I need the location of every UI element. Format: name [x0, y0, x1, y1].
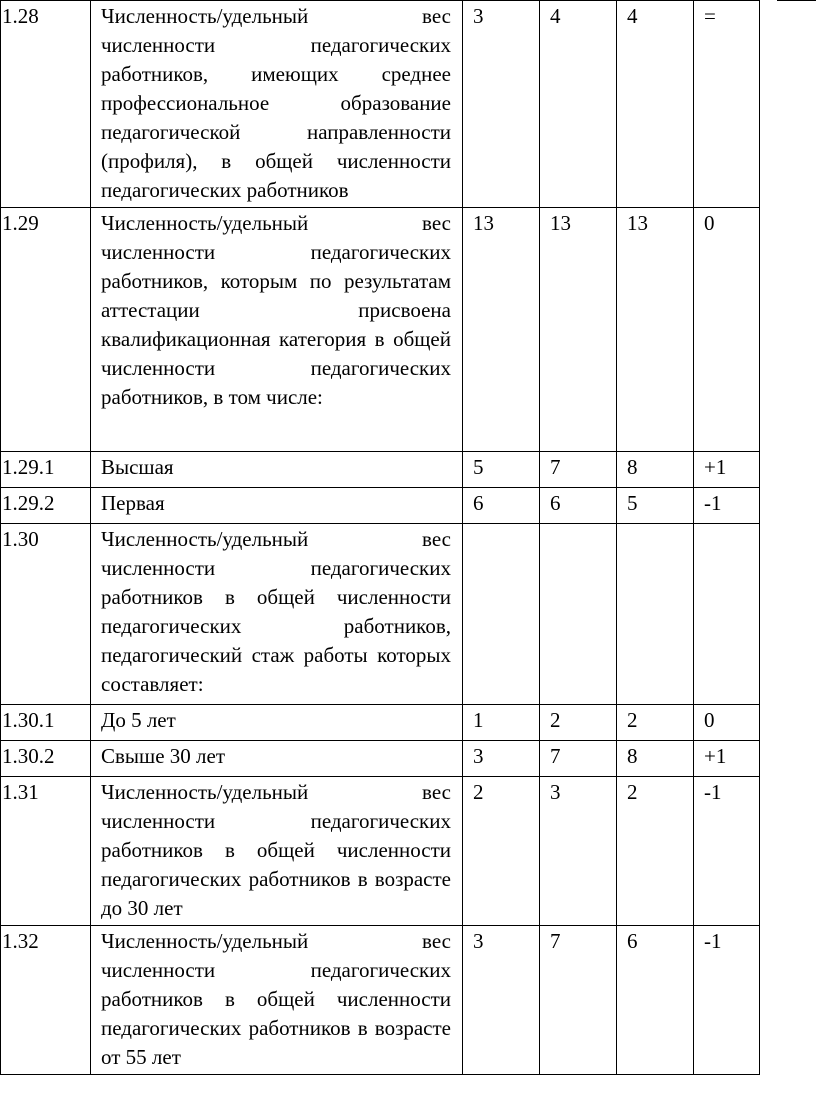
value-col-3: 8 [617, 452, 694, 488]
value-col-1: 6 [463, 488, 540, 524]
table-row [1, 208, 760, 452]
value-col-3: 13 [617, 208, 694, 452]
value-col-1: 13 [463, 208, 540, 452]
value-col-2: 2 [540, 705, 617, 741]
value-col-2: 7 [540, 926, 617, 1075]
row-number: 1.30.1 [1, 705, 91, 741]
table-row [1, 1, 760, 208]
table-row [1, 777, 760, 926]
change-col: = [694, 1, 760, 208]
change-col: 0 [694, 705, 760, 741]
value-col-2: 3 [540, 777, 617, 926]
value-col-1: 3 [463, 1, 540, 208]
row-description: Численность/удельный вес численности педагогических работников, которым по результатам аттестации присвоена квалификационная категория в общей численности педагогических работников, в том числе: [91, 208, 463, 452]
value-col-1: 2 [463, 777, 540, 926]
value-col-2: 7 [540, 741, 617, 777]
value-col-1: 3 [463, 741, 540, 777]
change-col: -1 [694, 926, 760, 1075]
value-col-2: 7 [540, 452, 617, 488]
change-col: 0 [694, 208, 760, 452]
adjacent-table-edge [777, 0, 816, 1]
table-row [1, 452, 760, 488]
value-col-3: 4 [617, 1, 694, 208]
row-description: Численность/удельный вес численности педагогических работников, имеющих среднее профессиональное образование педагогической направленности (профиля), в общей численности педагогических работников [91, 1, 463, 208]
row-description: Свыше 30 лет [91, 741, 463, 777]
change-col: +1 [694, 452, 760, 488]
change-col: -1 [694, 488, 760, 524]
value-col-3: 2 [617, 777, 694, 926]
value-col-1: 1 [463, 705, 540, 741]
row-number: 1.30 [1, 524, 91, 705]
value-col-1: 3 [463, 926, 540, 1075]
table-row [1, 926, 760, 1075]
change-col: -1 [694, 777, 760, 926]
row-number: 1.32 [1, 926, 91, 1075]
value-col-3: 8 [617, 741, 694, 777]
table-row [1, 705, 760, 741]
row-description: Высшая [91, 452, 463, 488]
value-col-3: 2 [617, 705, 694, 741]
change-col: +1 [694, 741, 760, 777]
row-number: 1.29.2 [1, 488, 91, 524]
value-col-3: 6 [617, 926, 694, 1075]
row-number: 1.29 [1, 208, 91, 452]
table-row [1, 488, 760, 524]
value-col-1 [463, 524, 540, 705]
row-number: 1.29.1 [1, 452, 91, 488]
row-description: До 5 лет [91, 705, 463, 741]
table-row [1, 524, 760, 705]
value-col-3 [617, 524, 694, 705]
row-description: Численность/удельный вес численности педагогических работников в общей численности педагогических работников в возрасте до 30 лет [91, 777, 463, 926]
row-description: Первая [91, 488, 463, 524]
value-col-2: 13 [540, 208, 617, 452]
value-col-2: 6 [540, 488, 617, 524]
value-col-1: 5 [463, 452, 540, 488]
change-col [694, 524, 760, 705]
value-col-2: 4 [540, 1, 617, 208]
row-number: 1.28 [1, 1, 91, 208]
row-description: Численность/удельный вес численности педагогических работников в общей численности педагогических работников в возрасте от 55 лет [91, 926, 463, 1075]
row-number: 1.31 [1, 777, 91, 926]
value-col-3: 5 [617, 488, 694, 524]
value-col-2 [540, 524, 617, 705]
table-row [1, 741, 760, 777]
row-number: 1.30.2 [1, 741, 91, 777]
row-description: Численность/удельный вес численности педагогических работников в общей численности педагогических работников, педагогический стаж работы которых составляет: [91, 524, 463, 705]
